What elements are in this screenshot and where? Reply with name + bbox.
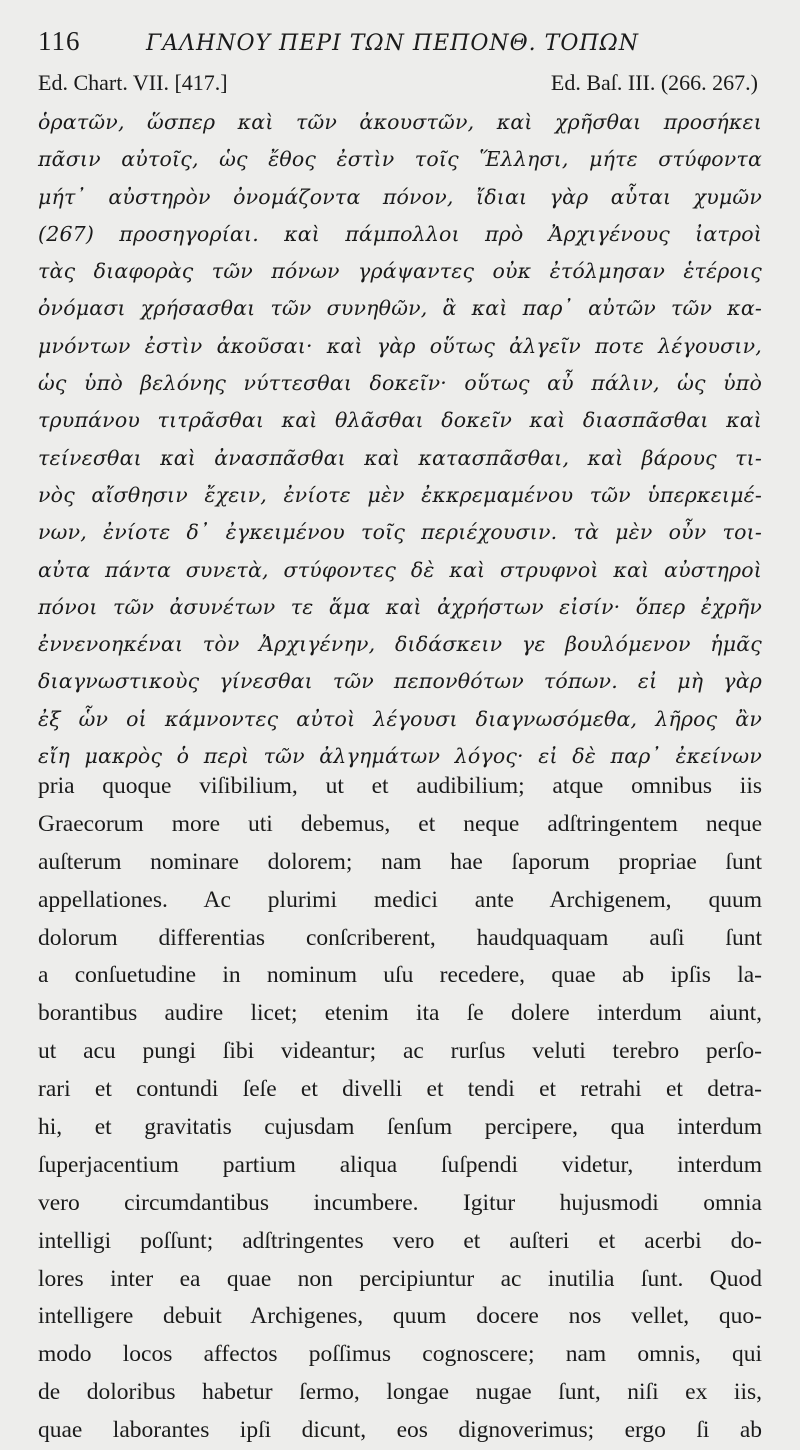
greek-text-block: [38, 104, 762, 775]
greek-text-line: ὀνόμασι χρήσασθαι τῶν συνηθῶν, ἃ καὶ παρ᾽ αὐτῶν τῶν κα-: [38, 296, 762, 321]
running-title: ΓΑΛΗΝΟΥ ΠΕΡΙ ΤΩΝ ΠΕΠΟΝΘ. ΤΟΠΩΝ: [146, 31, 640, 56]
edition-reference-right: Ed. Baſ. III. (266. 267.): [550, 70, 758, 95]
greek-text-line: τείνεσθαι καὶ ἀνασπᾶσθαι καὶ κατασπᾶσθαι, καὶ βάρους τι-: [38, 445, 762, 470]
latin-text-line: appellationes. Ac plurimi medici ante Archigenem, quum: [38, 886, 762, 913]
page-number: 116: [38, 26, 81, 56]
latin-text-line: de doloribus habetur ſermo, longae nugae ſunt, niſi ex iis,: [38, 1379, 762, 1406]
greek-text-line: ὡς ὑπὸ βελόνης νύττεσθαι δοκεῖν· οὕτως αὖ πάλιν, ὡς ὑπὸ: [38, 371, 762, 396]
greek-text-line: νων, ἐνίοτε δ᾽ ἐγκειμένου τοῖς περιέχουσιν. τὰ μὲν οὖν τοι-: [38, 520, 762, 545]
latin-text-line: auſterum nominare dolorem; nam hae ſaporum propriae ſunt: [38, 848, 762, 875]
running-head: [38, 26, 762, 64]
greek-text-line: (267) προσηγορίαι. καὶ πάμπολλοι πρὸ Ἀρχιγένους ἰατροὶ: [38, 221, 762, 246]
latin-text-line: quae laborantes ipſi dicunt, eos dignoverimus; ergo ſi ab: [38, 1417, 762, 1444]
edition-reference-line: [38, 70, 762, 102]
latin-text-line: modo locos affectos poſſimus cognoscere; nam omnis, qui: [38, 1341, 762, 1368]
latin-text-line: ut acu pungi ſibi videantur; ac rurſus veluti terebro perſo-: [38, 1038, 762, 1065]
latin-text-block: [38, 768, 762, 1450]
latin-text-line: intelligi poſſunt; adſtringentes vero et auſteri et acerbi do-: [38, 1227, 762, 1254]
latin-text-line: dolorum differentias conſcriberent, haudquaquam auſi ſunt: [38, 924, 762, 951]
latin-text-line: pria quoque viſibilium, ut et audibilium; atque omnibus iis: [38, 773, 762, 799]
latin-text-line: intelligere debuit Archigenes, quum docere nos vellet, quo-: [38, 1303, 762, 1330]
greek-text-line: διαγνωστικοὺς γίνεσθαι τῶν πεπονθότων τόπων. εἰ μὴ γὰρ: [38, 669, 762, 694]
greek-text-line: μνόντων ἐστὶν ἀκοῦσαι· καὶ γὰρ οὕτως ἀλγεῖν ποτε λέγουσιν,: [38, 333, 762, 358]
greek-text-line: αὐτα πάντα συνετὰ, στύφοντες δὲ καὶ στρυφνοὶ καὶ αὐστηροὶ: [38, 557, 762, 582]
greek-text-line: τὰς διαφορὰς τῶν πόνων γράψαντες οὐκ ἐτόλμησαν ἑτέροις: [38, 259, 762, 284]
latin-text-line: borantibus audire licet; etenim ita ſe dolere interdum aiunt,: [38, 1000, 762, 1027]
latin-text-line: rari et contundi ſeſe et divelli et tendi et retrahi et detra-: [38, 1076, 762, 1103]
greek-text-line: πᾶσιν αὐτοῖς, ὡς ἔθος ἐστὶν τοῖς Ἕλλησι, μήτε στύφοντα: [38, 147, 762, 172]
greek-text-line: ἐννενοηκέναι τὸν Ἀρχιγένην, διδάσκειν γε βουλόμενον ἡμᾶς: [38, 632, 762, 657]
greek-text-line: τρυπάνου τιτρᾶσθαι καὶ θλᾶσθαι δοκεῖν καὶ διασπᾶσθαι καὶ: [38, 408, 762, 433]
latin-text-line: hi, et gravitatis cujusdam ſenſum percipere, qua interdum: [38, 1114, 762, 1141]
greek-text-line: ἐξ ὧν οἱ κάμνοντες αὐτοὶ λέγουσι διαγνωσόμεθα, λῆρος ἂν: [38, 706, 762, 731]
greek-text-line: ὁρατῶν, ὥσπερ καὶ τῶν ἀκουστῶν, καὶ χρῆσθαι προσήκει: [38, 110, 762, 134]
greek-text-line: εἴη μακρὸς ὁ περὶ τῶν ἀλγημάτων λόγος· εἰ δὲ παρ᾽ ἐκείνων: [38, 744, 762, 769]
greek-text-line: μήτ᾽ αὐστηρὸν ὀνομάζοντα πόνον, ἴδιαι γὰρ αὗται χυμῶν: [38, 184, 762, 209]
greek-text-line: πόνοι τῶν ἀσυνέτων τε ἅμα καὶ ἀχρήστων εἰσίν· ὅπερ ἐχρῆν: [38, 594, 762, 619]
latin-text-line: a conſuetudine in nominum uſu recedere, quae ab ipſis la-: [38, 962, 762, 989]
edition-reference-left: Ed. Chart. VII. [417.]: [38, 70, 228, 95]
latin-text-line: lores inter ea quae non percipiuntur ac inutilia ſunt. Quod: [38, 1265, 762, 1292]
latin-text-line: vero circumdantibus incumbere. Igitur hujusmodi omnia: [38, 1189, 762, 1216]
latin-text-line: ſuperjacentium partium aliqua ſuſpendi videtur, interdum: [38, 1151, 762, 1178]
latin-text-line: Graecorum more uti debemus, et neque adſtringentem neque: [38, 810, 762, 837]
greek-text-line: νὸς αἴσθησιν ἔχειν, ἐνίοτε μὲν ἐκκρεμαμένου τῶν ὑπερκειμέ-: [38, 482, 762, 507]
